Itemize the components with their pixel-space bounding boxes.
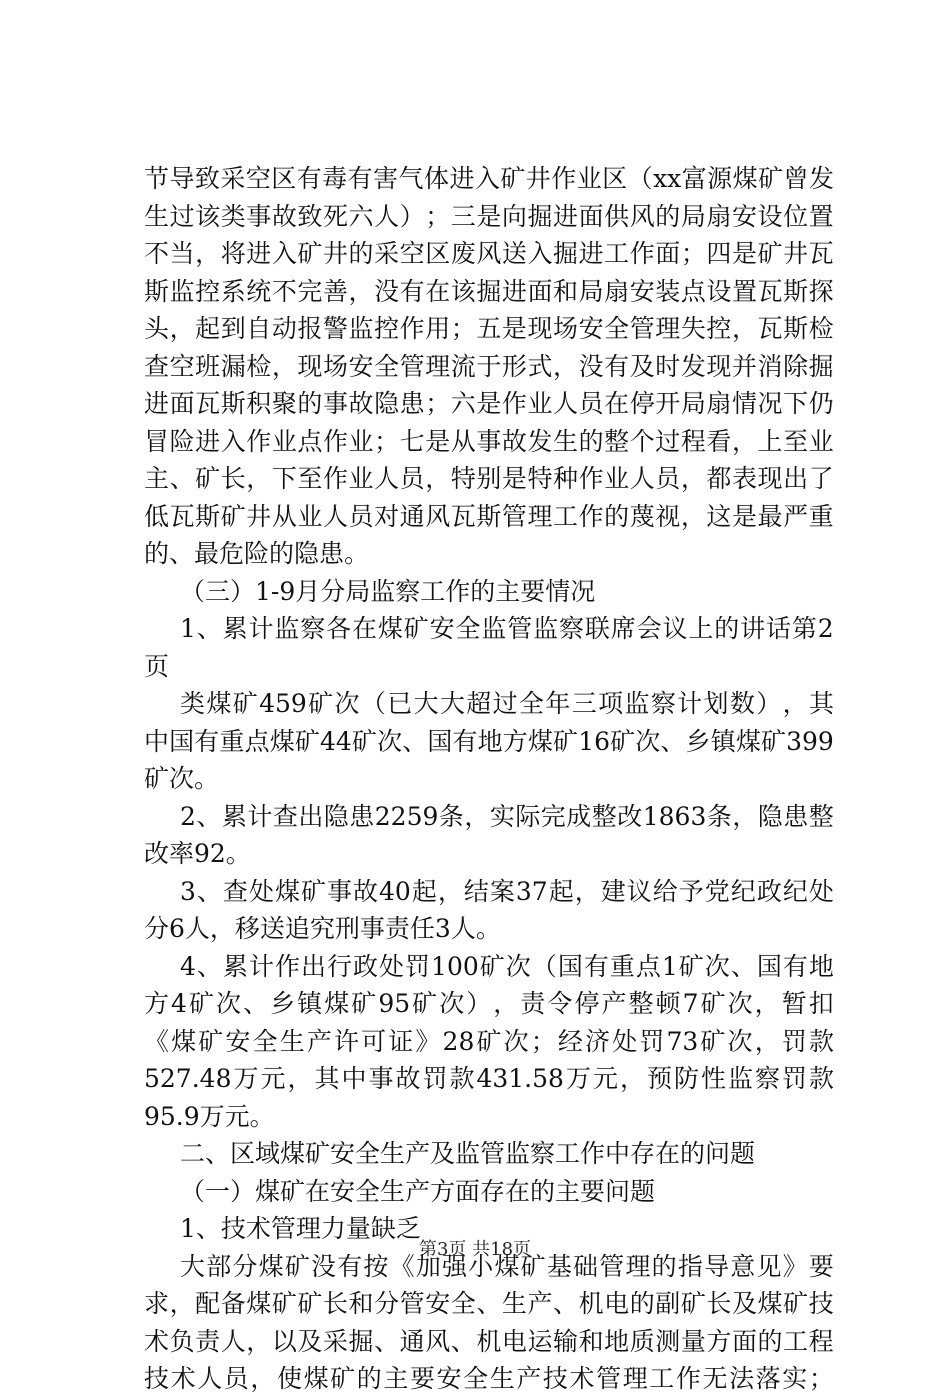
text-line: 主 、 矿 长 ， 下 至 作 业 人 员 ， 特 别 是 特 种 作 业 人 员 ， 都 表 现 出 了	[144, 464, 834, 493]
text-line: 527.48 万 元 ， 其 中 事 故 罚 款 431.58 万 元 ， 预 防 性 监 察 罚 款	[144, 1064, 834, 1093]
text-line: 不 当 ， 将 进 入 矿 井 的 采 空 区 废 风 送 入 掘 进 工 作 面 ； 四 是 矿 井 瓦	[144, 239, 834, 268]
text-line: 进 面 瓦 斯 积 聚 的 事 故 隐 患 ； 六 是 作 业 人 员 在 停 开 局 扇 情 况 下 仍	[144, 389, 834, 418]
text-line: 节 导 致 采 空 区 有 毒 有 害 气 体 进 入 矿 井 作 业 区 （ xx 富 源 煤 矿 曾 发	[144, 164, 834, 193]
text-line: 查 空 班 漏 检 ， 现 场 安 全 管 理 流 于 形 式 ， 没 有 及 时 发 现 并 消 除 掘	[144, 351, 834, 381]
text-line: 页	[144, 651, 170, 681]
text-line: 技 术 人 员 ， 使 煤 矿 的 主 要 安 全 生 产 技 术 管 理 工 作 无 法 落 实 ；	[144, 1364, 834, 1393]
document-body	[144, 160, 834, 1398]
section-heading: 1、技术管理力量缺乏	[180, 1214, 421, 1243]
text-line: 分6人，移送追究刑事责任3人。	[144, 914, 501, 943]
text-line: 《 煤 矿 安 全 生 产 许 可 证 》 28 矿 次 ； 经 济 处 罚 73 矿 次 ， 罚 款	[144, 1026, 834, 1056]
text-line: 改率92。	[144, 839, 251, 868]
text-line: 方 4 矿 次 、 乡 镇 煤 矿 95 矿 次 ） ， 责 令 停 产 整 顿 7 矿 次 ， 暂 扣	[144, 989, 834, 1018]
text-line: 斯 监 控 系 统 不 完 善 ， 没 有 在 该 掘 进 面 和 局 扇 安 装 点 设 置 瓦 斯 探	[144, 276, 834, 306]
text-line: 冒 险 进 入 作 业 点 作 业 ； 七 是 从 事 故 发 生 的 整 个 过 程 看 ， 上 至 业	[144, 426, 834, 456]
section-heading: （一）煤矿在安全生产方面存在的主要问题	[180, 1176, 656, 1206]
text-line: 95.9万元。	[144, 1101, 275, 1131]
text-line: 低 瓦 斯 矿 井 从 业 人 员 对 通 风 瓦 斯 管 理 工 作 的 蔑 视 ， 这 是 最 严 重	[144, 501, 834, 531]
text-line: 1 、 累 计 监 察 各 在 煤 矿 安 全 监 管 监 察 联 席 会 议 上 的 讲 话 第 2	[180, 614, 834, 643]
text-line: 大 部 分 煤 矿 没 有 按 《 加 强 小 煤 矿 基 础 管 理 的 指 导 意 见 》 要	[180, 1251, 834, 1281]
text-line: 2 、 累 计 查 出 隐 患 2259 条 ， 实 际 完 成 整 改 1863 条 ， 隐 患 整	[180, 801, 834, 831]
text-line: 生 过 该 类 事 故 致 死 六 人 ） ； 三 是 向 掘 进 面 供 风 的 局 扇 安 设 位 置	[144, 201, 834, 231]
text-line: 头 ， 起 到 自 动 报 警 监 控 作 用 ； 五 是 现 场 安 全 管 理 失 控 ， 瓦 斯 检	[144, 314, 834, 343]
text-line: 术 负 责 人 ， 以 及 采 掘 、 通 风 、 机 电 运 输 和 地 质 测 量 方 面 的 工 程	[144, 1326, 834, 1356]
text-line: 3 、 查 处 煤 矿 事 故 40 起 ， 结 案 37 起 ， 建 议 给 予 党 纪 政 纪 处	[180, 876, 834, 906]
text-line: 矿次。	[144, 764, 220, 793]
text-line: 中 国 有 重 点 煤 矿 44 矿 次 、 国 有 地 方 煤 矿 16 矿 次 、 乡 镇 煤 矿 399	[144, 726, 834, 756]
page-number-footer: 第3页 共18页	[418, 1239, 532, 1260]
text-line: 求 ， 配 备 煤 矿 矿 长 和 分 管 安 全 、 生 产 、 机 电 的 副 矿 长 及 煤 矿 技	[144, 1289, 834, 1318]
text-line: 4 、 累 计 作 出 行 政 处 罚 100 矿 次 （ 国 有 重 点 1 矿 次 、 国 有 地	[180, 951, 834, 981]
text-line: 类 煤 矿 459 矿 次 （ 已 大 大 超 过 全 年 三 项 监 察 计 划 数 ） ， 其	[180, 689, 834, 718]
section-heading: （三）1-9月分局监察工作的主要情况	[180, 576, 596, 606]
section-heading: 二、区域煤矿安全生产及监管监察工作中存在的问题	[180, 1139, 756, 1168]
text-line: 的、最危险的隐患。	[144, 539, 370, 568]
